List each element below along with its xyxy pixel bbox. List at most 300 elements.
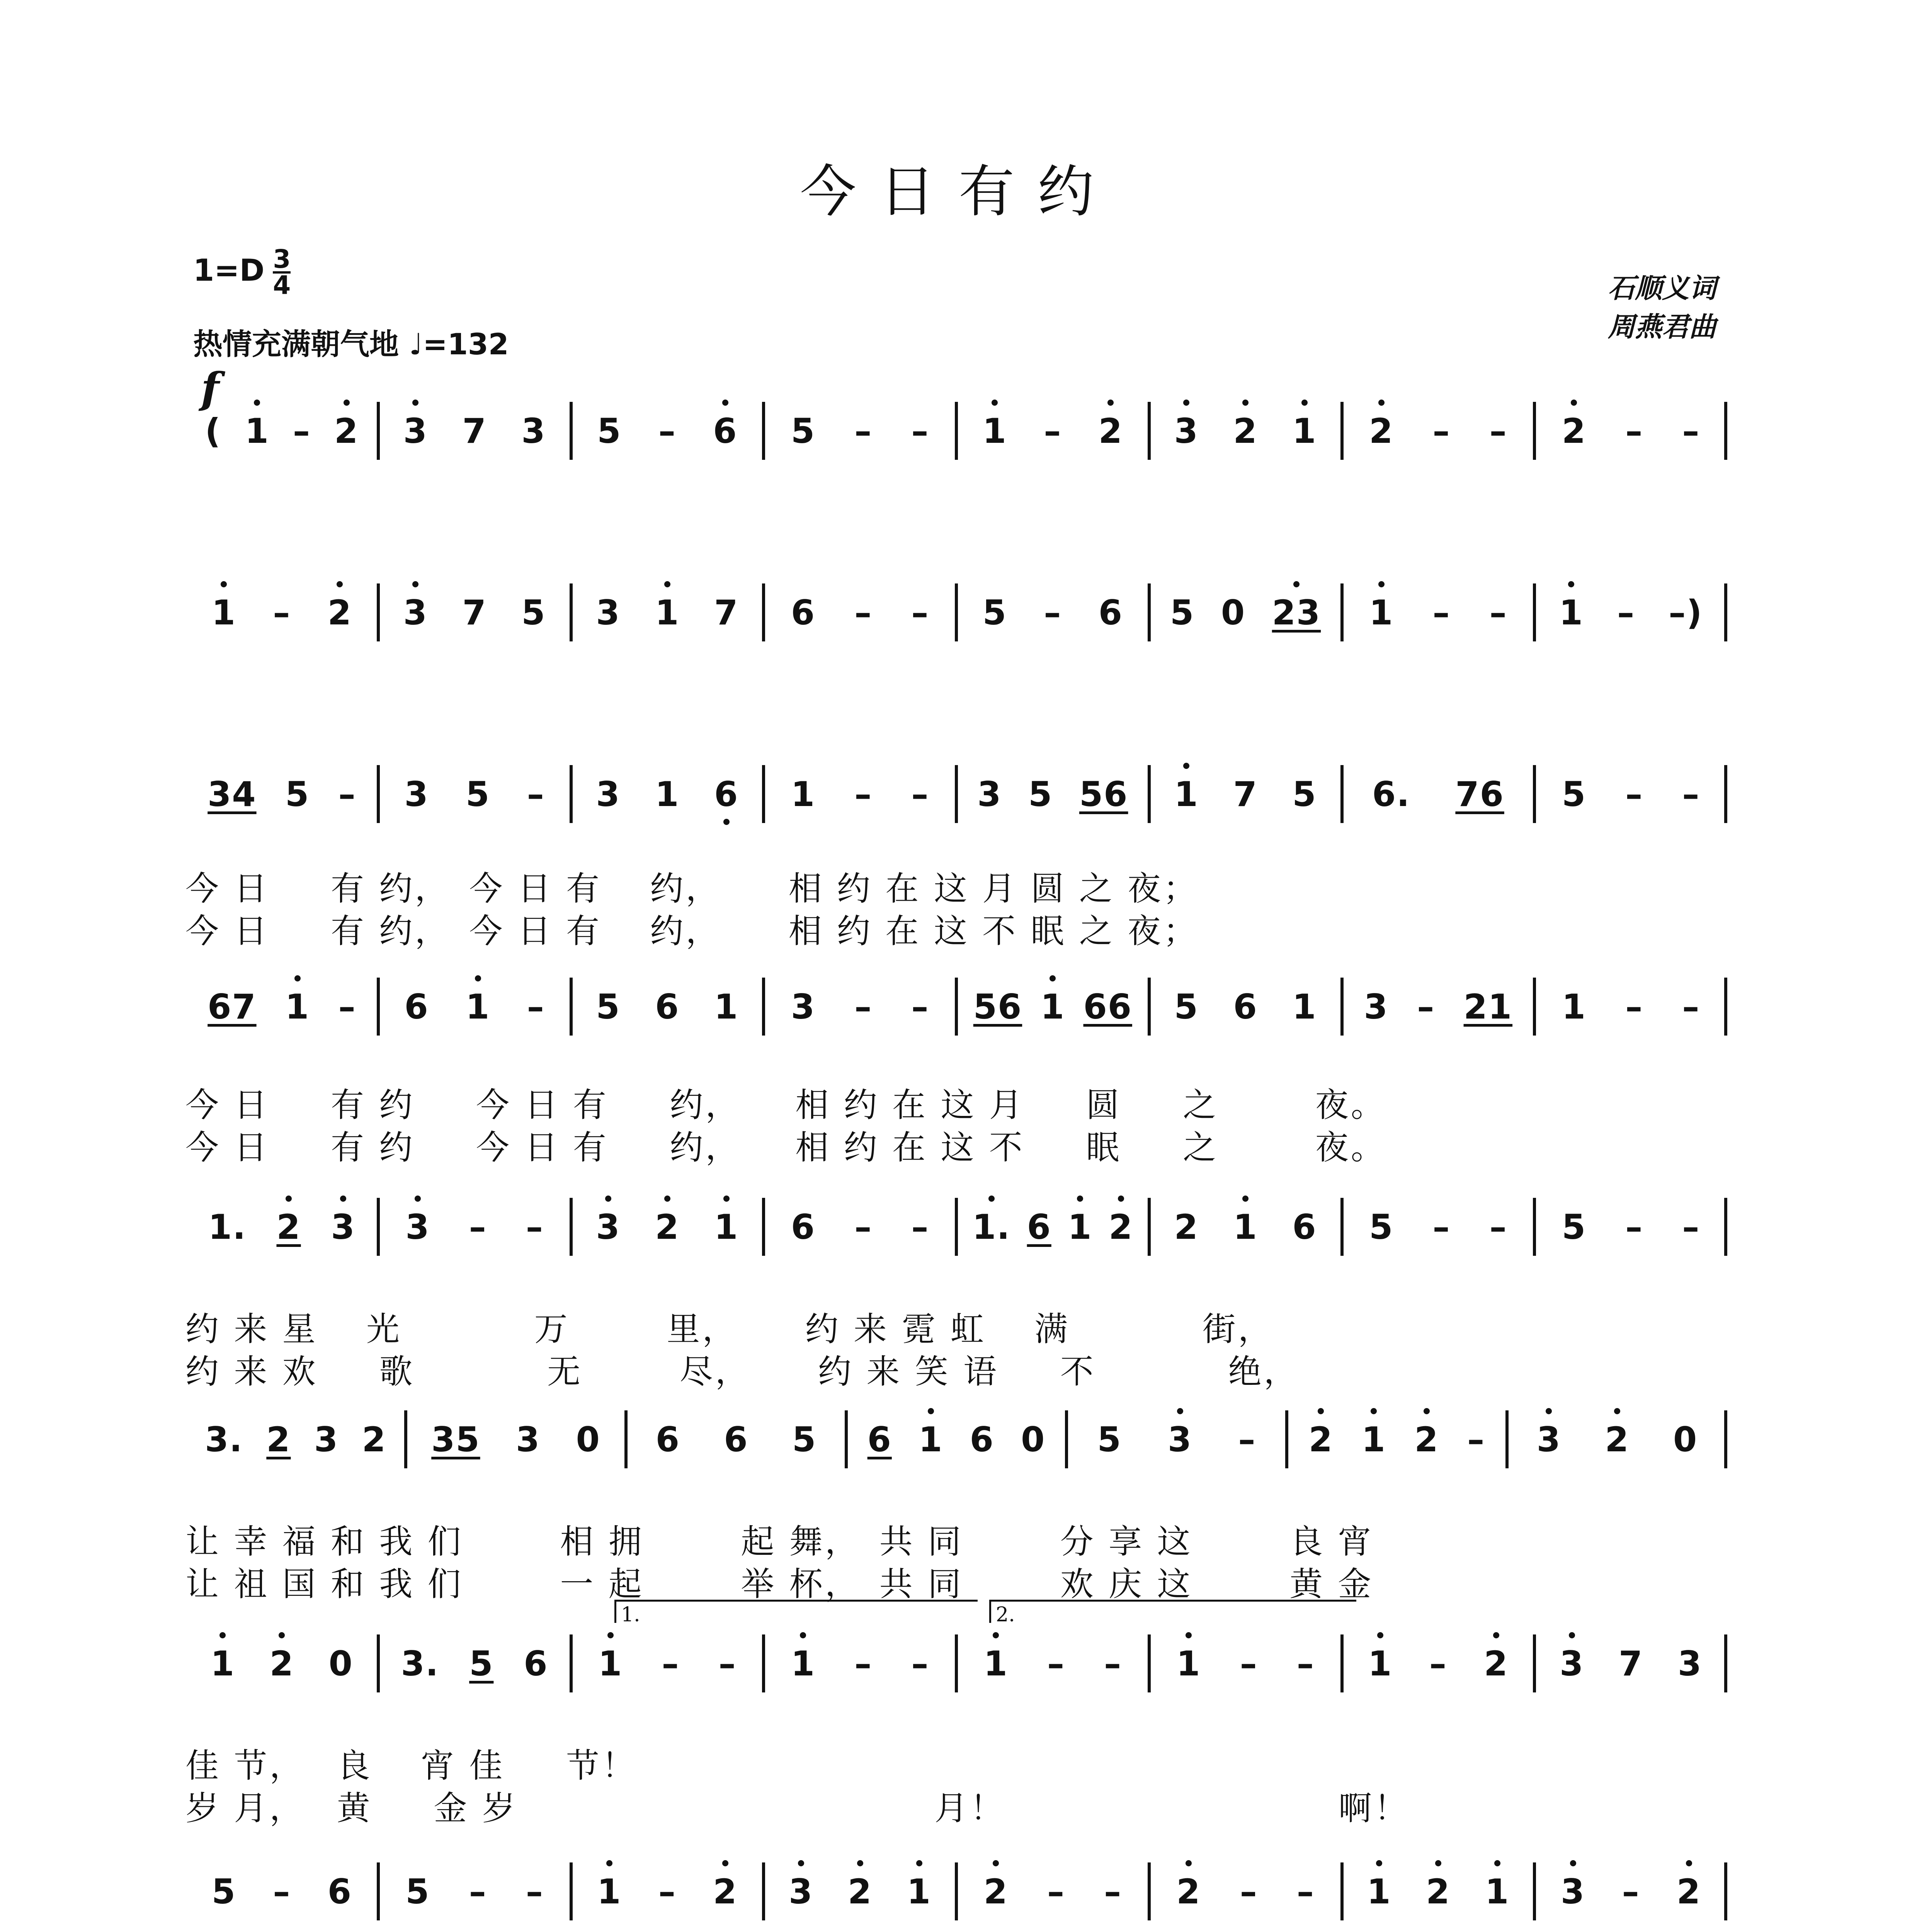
- high-octave-dot: [1077, 1196, 1083, 1202]
- lyric-line: 约 来 星 光 万 里， 约 来 霓 虹 满 街，: [185, 1310, 1274, 1349]
- note: 1: [983, 411, 1007, 451]
- note: 2: [1176, 1872, 1201, 1912]
- meter-bottom: 4: [273, 270, 291, 300]
- measure: [571, 1862, 764, 1920]
- high-octave-dot: [1614, 1408, 1620, 1414]
- measure: [185, 1410, 406, 1468]
- barline: [1285, 1410, 1288, 1468]
- barline: [1148, 1634, 1151, 1692]
- note: 3: [1537, 1420, 1561, 1459]
- measure: [378, 1862, 571, 1920]
- measure: [571, 1198, 764, 1256]
- barline: [570, 1198, 573, 1256]
- note: 3: [596, 774, 621, 814]
- note: 5: [597, 411, 622, 451]
- note: –: [1432, 592, 1451, 633]
- measure: [1149, 765, 1342, 823]
- high-octave-dot: [992, 400, 998, 406]
- barline: [377, 765, 380, 823]
- note: –: [854, 411, 873, 451]
- note: 5: [466, 774, 490, 814]
- measure: [1342, 1634, 1535, 1692]
- note: 3: [331, 1207, 356, 1247]
- note: –: [1682, 986, 1700, 1027]
- note: 2: [655, 1207, 679, 1247]
- note: –: [911, 1643, 929, 1684]
- note: 1: [1368, 1644, 1392, 1684]
- barline: [377, 978, 380, 1036]
- note: –: [273, 592, 291, 633]
- note: 7: [462, 592, 487, 633]
- note: 7: [1233, 774, 1258, 814]
- barline: [624, 1410, 628, 1468]
- note: 76: [1455, 774, 1504, 814]
- high-octave-dot: [1569, 1632, 1575, 1638]
- note: 2: [1233, 411, 1257, 451]
- note: –: [1625, 986, 1643, 1027]
- note: 3: [405, 1207, 430, 1247]
- barline-end: [1724, 1198, 1727, 1256]
- high-octave-dot: [1242, 400, 1249, 406]
- measure: [378, 1634, 571, 1692]
- high-octave-dot: [1177, 1408, 1183, 1414]
- note: 3: [596, 592, 621, 633]
- high-octave-dot: [798, 1860, 804, 1866]
- high-octave-dot: [1571, 400, 1577, 406]
- note: –: [1240, 1643, 1258, 1684]
- high-octave-dot: [800, 1632, 806, 1638]
- note: –: [658, 411, 676, 451]
- note: 1: [1068, 1207, 1092, 1247]
- note: –: [1489, 1207, 1507, 1247]
- high-octave-dot: [1371, 1408, 1377, 1414]
- note: 3: [789, 1872, 813, 1912]
- high-octave-dot: [1493, 1632, 1499, 1638]
- high-octave-dot: [1050, 975, 1056, 981]
- barline: [1148, 765, 1151, 823]
- barline: [570, 583, 573, 641]
- note: 5: [285, 774, 310, 814]
- score-system: [185, 402, 1727, 464]
- barline: [1533, 1198, 1536, 1256]
- measure: [1534, 583, 1727, 641]
- note: 5: [792, 1419, 817, 1459]
- dynamic-forte: f: [201, 363, 219, 413]
- high-octave-dot: [916, 1860, 922, 1866]
- barline: [377, 1634, 380, 1692]
- measure: [1342, 1198, 1535, 1256]
- note: 1: [285, 987, 310, 1027]
- note: –: [273, 1871, 291, 1912]
- lyric-line: 岁 月， 黄 金 岁 月！ 啊！: [185, 1789, 1410, 1828]
- note: 6: [524, 1643, 548, 1684]
- note: 6: [327, 1871, 352, 1912]
- note: 6: [1098, 592, 1123, 633]
- note: –: [338, 774, 356, 814]
- note: 2: [276, 1207, 301, 1247]
- note: –: [854, 1643, 873, 1684]
- high-octave-dot: [415, 1196, 421, 1202]
- note: 1: [1362, 1420, 1386, 1459]
- note: 1: [714, 1207, 738, 1247]
- note: 3.: [205, 1419, 243, 1459]
- barline: [955, 583, 958, 641]
- note: 34: [208, 774, 257, 814]
- note: 6.: [1372, 774, 1410, 814]
- high-octave-dot: [279, 1632, 285, 1638]
- measure: [956, 1634, 1149, 1692]
- note: –: [469, 1207, 487, 1247]
- note: 2: [1174, 1207, 1199, 1247]
- measure: [764, 402, 956, 460]
- note: 6: [867, 1419, 892, 1459]
- barline: [1533, 765, 1536, 823]
- score-system: [185, 583, 1727, 645]
- note: 3: [1560, 1644, 1584, 1684]
- note: 1: [597, 1872, 621, 1912]
- high-octave-dot: [475, 975, 481, 981]
- score-system: [185, 1862, 1727, 1924]
- barline: [955, 978, 958, 1036]
- note: –: [1104, 1643, 1122, 1684]
- note: 1.: [972, 1207, 1010, 1247]
- high-octave-dot: [928, 1408, 934, 1414]
- note: –: [526, 1207, 544, 1247]
- note: 6: [724, 1419, 748, 1459]
- high-octave-dot: [294, 975, 301, 981]
- measure: [1534, 1862, 1727, 1920]
- high-octave-dot: [607, 1632, 614, 1638]
- measure: [956, 583, 1149, 641]
- high-octave-dot: [1107, 400, 1114, 406]
- note: 35: [431, 1419, 480, 1459]
- note: 66: [1083, 986, 1132, 1027]
- high-octave-dot: [1546, 1408, 1552, 1414]
- measure: [378, 978, 571, 1036]
- note: 7: [1618, 1643, 1643, 1684]
- note: 3.: [401, 1643, 439, 1684]
- note: –: [1429, 1643, 1447, 1684]
- barline: [1340, 402, 1344, 460]
- note: 2: [1414, 1420, 1439, 1459]
- measure: [1287, 1410, 1507, 1468]
- high-octave-dot: [1568, 581, 1574, 587]
- barline: [845, 1410, 848, 1468]
- note: 3: [1174, 411, 1199, 451]
- note: –: [854, 986, 873, 1027]
- note: –: [911, 986, 929, 1027]
- barline: [570, 402, 573, 460]
- note: 5: [596, 986, 621, 1027]
- volta-first-ending: 1.: [614, 1600, 978, 1623]
- note: 6: [714, 774, 738, 814]
- note: 1: [984, 1644, 1008, 1684]
- high-octave-dot: [219, 1632, 226, 1638]
- note: –: [527, 774, 545, 814]
- note: 5: [1170, 592, 1195, 633]
- barline: [1340, 765, 1344, 823]
- measure: [1534, 765, 1727, 823]
- note: 6: [655, 986, 680, 1027]
- note: –: [1417, 986, 1435, 1027]
- high-octave-dot: [1118, 1196, 1124, 1202]
- note: –: [526, 1871, 544, 1912]
- measure: [1149, 583, 1342, 641]
- note: –: [338, 986, 356, 1027]
- note: –: [1625, 1207, 1643, 1247]
- note: 3: [403, 411, 428, 451]
- note: –: [1238, 1419, 1256, 1459]
- barline: [762, 765, 765, 823]
- note: –): [1669, 592, 1703, 633]
- note: 1: [1176, 1644, 1201, 1684]
- note: –: [469, 1871, 487, 1912]
- note: 1: [1561, 986, 1587, 1027]
- note: 1.: [208, 1207, 247, 1247]
- note: –: [1617, 592, 1635, 633]
- measure: [1149, 1634, 1342, 1692]
- note: 5: [521, 592, 546, 633]
- barline-end: [1724, 765, 1727, 823]
- high-octave-dot: [1183, 763, 1189, 769]
- barline: [1340, 978, 1344, 1036]
- note: –: [854, 1207, 873, 1247]
- measure: [1534, 1198, 1727, 1256]
- measure: [956, 1862, 1149, 1920]
- high-octave-dot: [723, 1196, 730, 1202]
- measure: [571, 978, 764, 1036]
- note: 5: [1369, 1207, 1394, 1247]
- note: 5: [1028, 774, 1053, 814]
- note: 3: [1561, 1872, 1585, 1912]
- note: 21: [1463, 986, 1513, 1027]
- high-octave-dot: [722, 1860, 728, 1866]
- high-octave-dot: [1377, 1632, 1383, 1638]
- high-octave-dot: [605, 1196, 611, 1202]
- measure: [1342, 402, 1535, 460]
- measure: [1149, 1862, 1342, 1920]
- high-octave-dot: [993, 1860, 999, 1866]
- note: 6: [970, 1419, 994, 1459]
- note: –: [1432, 1207, 1451, 1247]
- barline-end: [1724, 1862, 1727, 1920]
- note: 5: [469, 1643, 494, 1684]
- note: 67: [208, 986, 257, 1027]
- barline-end: [1724, 1634, 1727, 1692]
- measure: [185, 402, 378, 460]
- measure: [406, 1410, 626, 1468]
- barline: [1065, 1410, 1068, 1468]
- note: 23: [1272, 593, 1321, 633]
- meter-top: 3: [273, 244, 291, 274]
- barline: [762, 1862, 765, 1920]
- high-octave-dot: [1424, 1408, 1430, 1414]
- measure: [378, 583, 571, 641]
- note: 3: [1677, 1643, 1703, 1684]
- note: 1: [907, 1872, 931, 1912]
- barline: [570, 978, 573, 1036]
- note: –: [1047, 1871, 1065, 1912]
- note: –: [1625, 411, 1643, 451]
- note: 3: [314, 1419, 339, 1459]
- measure: [1342, 765, 1535, 823]
- barline: [570, 1862, 573, 1920]
- note: 2: [713, 1872, 737, 1912]
- note: –: [1104, 1871, 1122, 1912]
- high-octave-dot: [344, 400, 350, 406]
- note: 3: [515, 1419, 541, 1459]
- note: –: [1625, 774, 1643, 814]
- high-octave-dot: [664, 581, 670, 587]
- note: 1: [714, 986, 739, 1027]
- lyric-line: 今 日 有 约 今 日 有 约， 相 约 在 这 月 圆 之 夜。: [185, 1086, 1386, 1124]
- barline: [1340, 1634, 1344, 1692]
- note: –: [854, 774, 873, 814]
- note: 1: [919, 1420, 943, 1459]
- measure: [764, 978, 956, 1036]
- high-octave-dot: [1378, 400, 1385, 406]
- high-octave-dot: [988, 1196, 995, 1202]
- measure: [956, 1198, 1149, 1256]
- key-label: 1=D: [193, 253, 265, 288]
- barline: [955, 1198, 958, 1256]
- note: 6: [1233, 986, 1258, 1027]
- note: 1: [1292, 986, 1317, 1027]
- barline: [570, 765, 573, 823]
- note: 2: [266, 1419, 291, 1459]
- high-octave-dot: [1242, 1196, 1249, 1202]
- barline: [377, 402, 380, 460]
- lyric-line: 佳 节， 良 宵 佳 节！: [185, 1747, 638, 1785]
- note: 2: [984, 1872, 1008, 1912]
- high-octave-dot: [857, 1860, 863, 1866]
- score-system: [185, 978, 1727, 1039]
- key-signature: [193, 244, 291, 300]
- measure: [764, 765, 956, 823]
- high-octave-dot: [221, 581, 227, 587]
- barline: [1148, 402, 1151, 460]
- note: 2: [362, 1419, 386, 1459]
- barline: [377, 583, 380, 641]
- note: 1: [598, 1644, 623, 1684]
- note: 6: [1292, 1207, 1317, 1247]
- note: 1: [1367, 1872, 1391, 1912]
- lyric-line: 让 祖 国 和 我 们 一 起 举 杯， 共 同 欢 庆 这 黄 金: [185, 1565, 1374, 1604]
- note: 7: [462, 411, 487, 451]
- note: –: [911, 774, 929, 814]
- measure: [571, 765, 764, 823]
- note: –: [1682, 774, 1700, 814]
- note: –: [718, 1643, 737, 1684]
- high-octave-dot: [664, 1196, 670, 1202]
- note: –: [1489, 592, 1507, 633]
- note: –: [293, 411, 311, 451]
- barline: [1340, 1862, 1344, 1920]
- note: 1: [655, 593, 679, 633]
- note: 2: [1605, 1420, 1629, 1459]
- note: 6: [404, 986, 429, 1027]
- note: 1: [466, 987, 490, 1027]
- note: 1: [211, 1644, 235, 1684]
- lyricist-credit: 石顺义词: [1608, 272, 1716, 304]
- note: 2: [848, 1872, 872, 1912]
- barline: [1533, 1862, 1536, 1920]
- measure: [1534, 978, 1727, 1036]
- note: 1: [791, 1644, 815, 1684]
- measure: [571, 583, 764, 641]
- time-signature: [273, 244, 291, 300]
- note: 1: [245, 411, 269, 451]
- note: 6: [713, 411, 737, 451]
- note: 7: [714, 592, 739, 633]
- measure: [185, 583, 378, 641]
- measure: [185, 1198, 378, 1256]
- note: –: [1432, 411, 1451, 451]
- barline: [762, 402, 765, 460]
- measure: [956, 402, 1149, 460]
- note: 56: [973, 986, 1022, 1027]
- note: 0: [576, 1419, 600, 1459]
- score-system: [185, 1634, 1727, 1696]
- note: 1: [212, 593, 236, 633]
- high-octave-dot: [1318, 1408, 1324, 1414]
- note: 3: [403, 593, 428, 633]
- note: 1: [791, 774, 816, 814]
- measure: [626, 1410, 846, 1468]
- note: –: [911, 411, 929, 451]
- note: 5: [1097, 1419, 1122, 1459]
- barline: [762, 1634, 765, 1692]
- barline: [404, 1410, 407, 1468]
- barline: [762, 978, 765, 1036]
- note: 2: [270, 1644, 294, 1684]
- note: 3: [521, 411, 546, 451]
- note: 1: [655, 774, 680, 814]
- note: –: [658, 1871, 676, 1912]
- score-system: [185, 1198, 1727, 1260]
- volta-second-ending: 2.: [989, 1600, 1356, 1623]
- tempo-marking: 热情充满朝气地 ♩=132: [193, 327, 509, 361]
- high-octave-dot: [1378, 581, 1385, 587]
- measure: [378, 1198, 571, 1256]
- note: 3: [596, 1207, 620, 1247]
- measure: [764, 1862, 956, 1920]
- lyric-line: 今 日 有 约 今 日 有 约， 相 约 在 这 不 眠 之 夜。: [185, 1128, 1386, 1167]
- measure: [1507, 1410, 1727, 1468]
- barline-end: [1724, 1410, 1727, 1468]
- note: 5: [982, 592, 1007, 633]
- high-octave-dot: [1435, 1860, 1441, 1866]
- measure: [956, 978, 1149, 1036]
- note: 1: [1559, 593, 1584, 633]
- barline: [955, 1862, 958, 1920]
- measure: [1534, 402, 1727, 460]
- measure: [185, 978, 378, 1036]
- note: 5: [791, 411, 816, 451]
- note: 2: [1309, 1420, 1333, 1459]
- barline: [377, 1862, 380, 1920]
- note: –: [1044, 411, 1062, 451]
- note: –: [1296, 1643, 1315, 1684]
- high-octave-dot: [722, 400, 728, 406]
- note: 1: [1292, 411, 1317, 451]
- measure: [185, 1862, 378, 1920]
- low-octave-dot: [723, 819, 730, 825]
- high-octave-dot: [254, 400, 260, 406]
- barline-end: [1724, 583, 1727, 641]
- high-octave-dot: [1686, 1860, 1692, 1866]
- note: 6: [655, 1419, 680, 1459]
